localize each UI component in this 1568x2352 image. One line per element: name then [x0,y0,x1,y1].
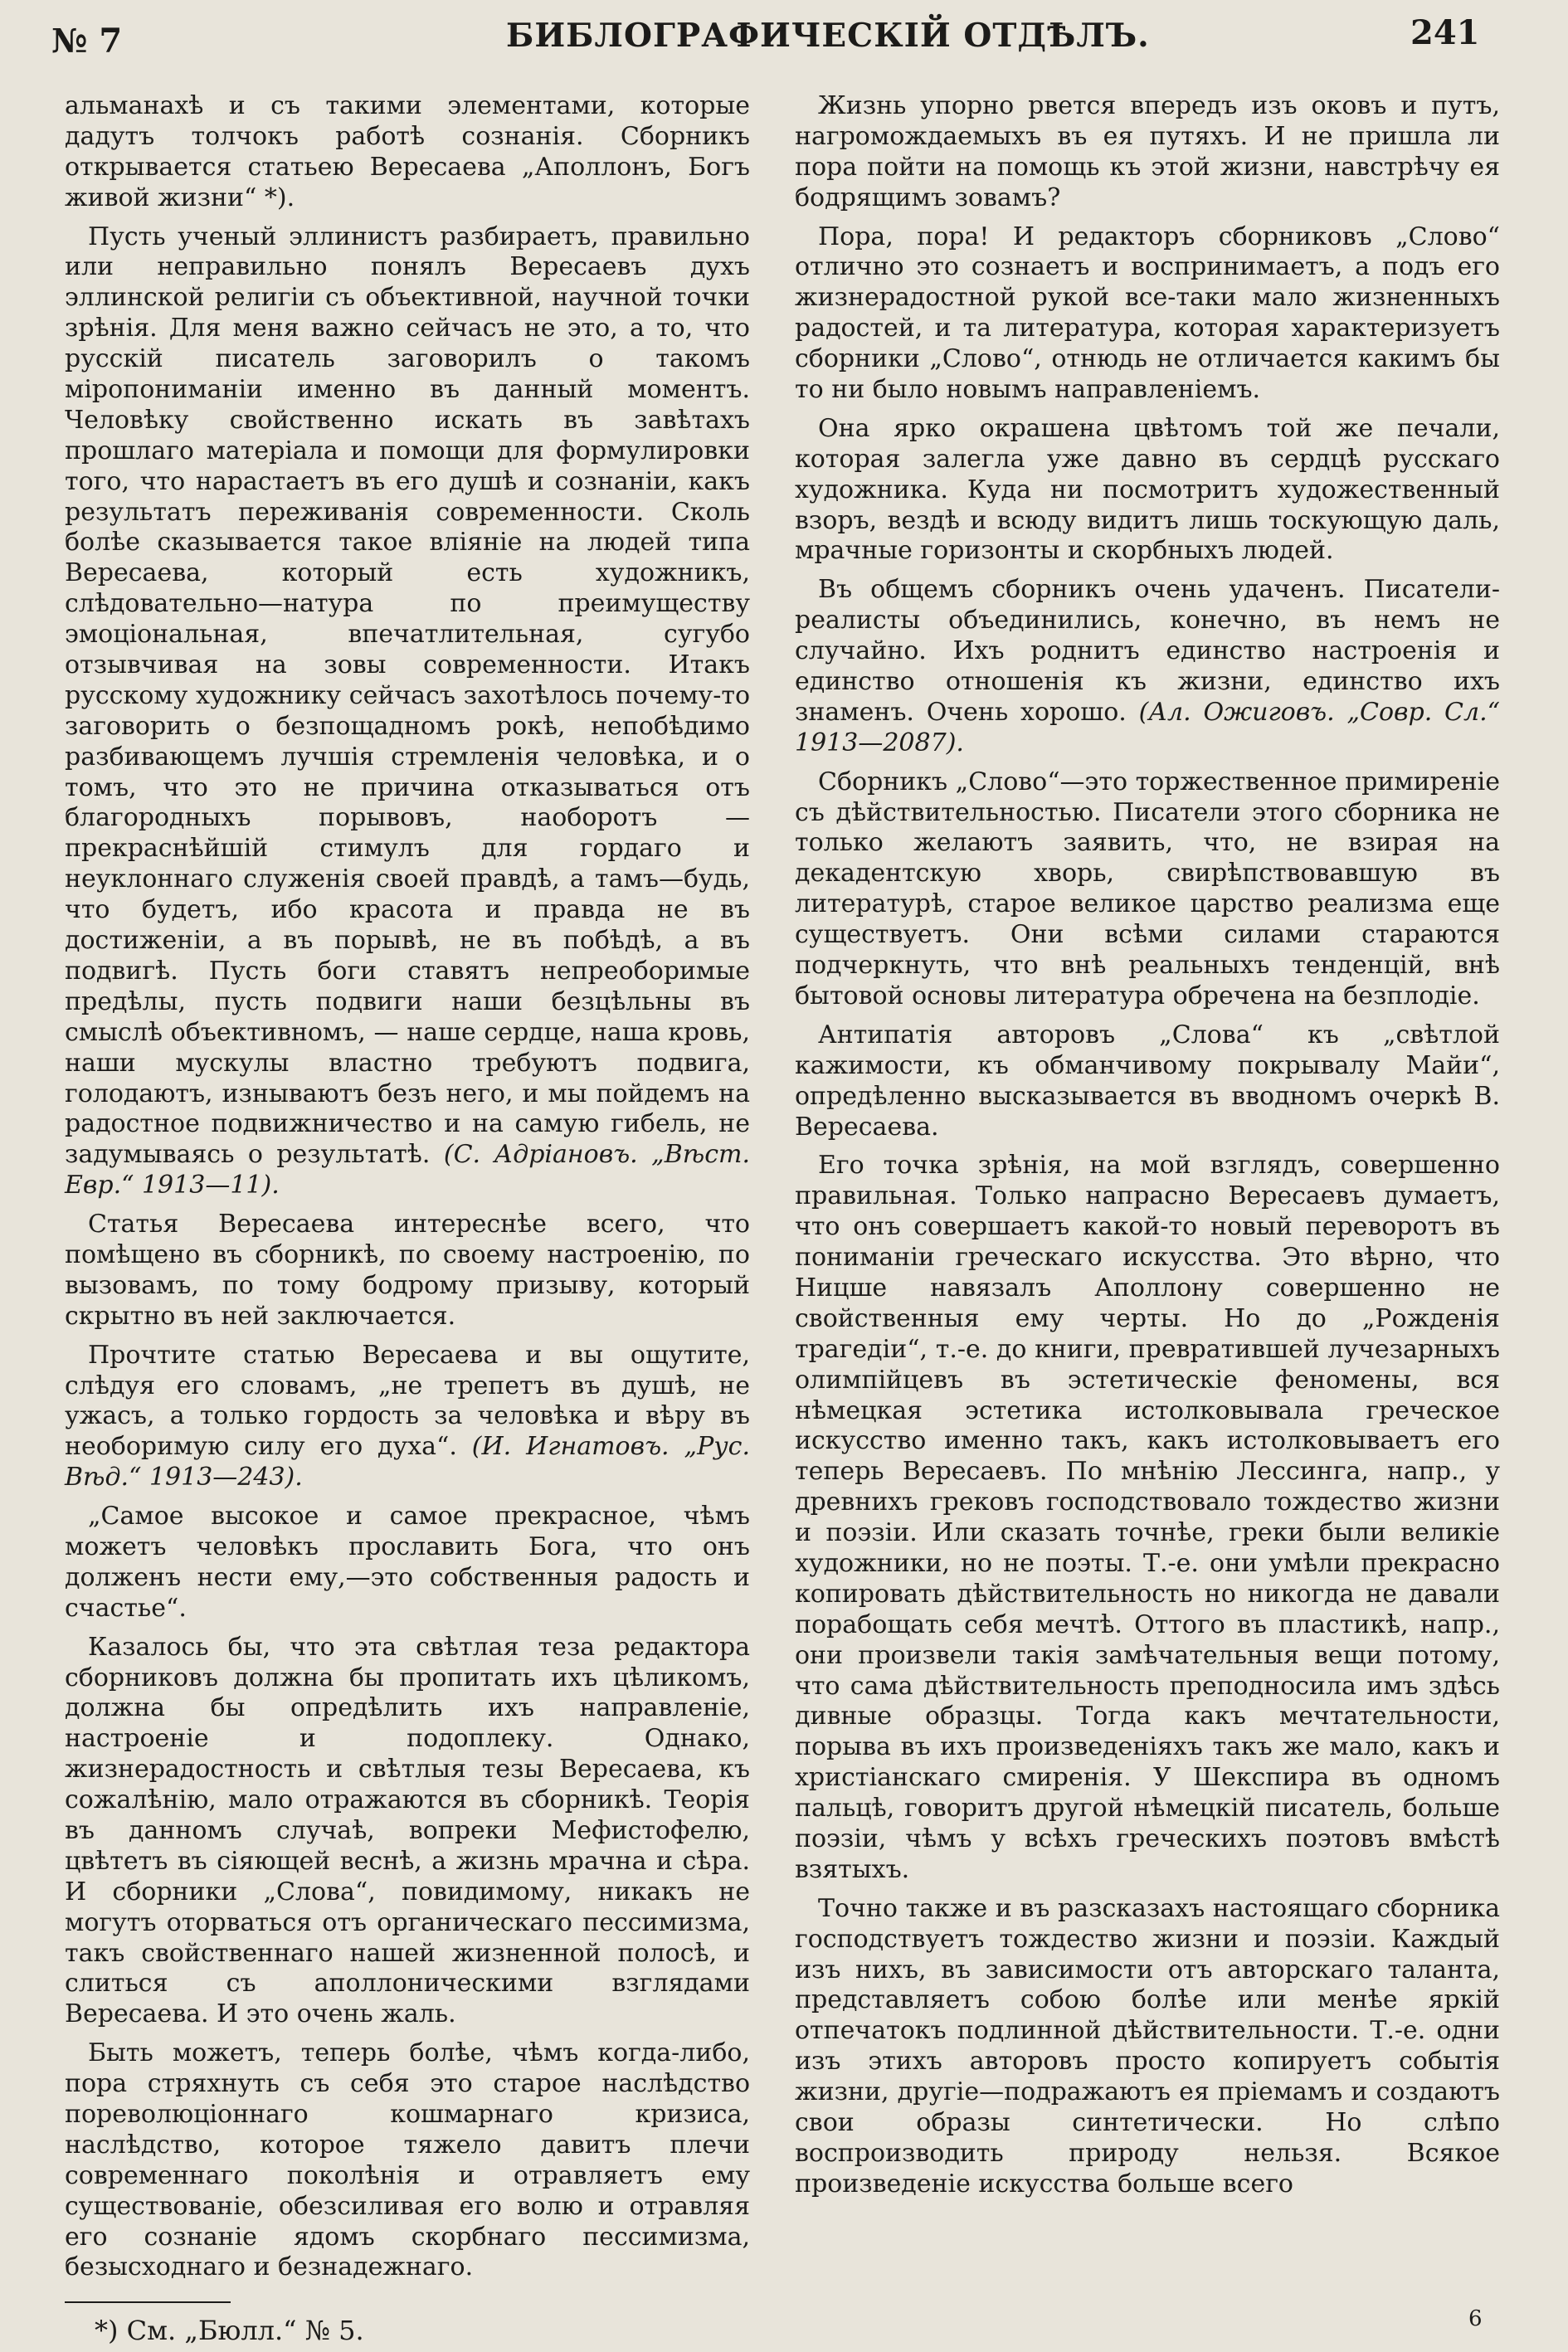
paragraph: Она ярко окрашена цвѣтомъ той же печали, которая залегла уже давно въ сердцѣ русскаго художника. Куда ни посмотритъ художественный взоръ, вездѣ и всюду видитъ лишь тоскующую даль, мрачные горизонты и скорбныхъ людей. [795,413,1500,566]
paragraph [65,1341,750,1493]
left-column [65,91,750,2348]
footnote-divider [65,2301,231,2303]
issue-number: № 7 [51,22,123,61]
citation: (И. Игнатовъ. „Рус. Вѣд.“ 1913—243). [65,1432,750,1493]
paragraph: Его точка зрѣнія, на мой взглядъ, совершенно правильная. Только напрасно Вересаевъ думаетъ, что онъ совершаетъ какой-то новый переворотъ въ пониманіи греческаго искусства. Это вѣрно, что Ницше навязалъ Аполлону совершенно не свойственныя ему черты. Но до „Рожденія трагедіи“, т.-е. до книги, превратившей лучезарныхъ олимпійцевъ въ эстетическіе феномены, вся нѣмецкая эстетика истолковывала греческое искусство именно такъ, какъ истолковываетъ его теперь Вересаевъ. По мнѣнію Лессинга, напр., у древнихъ грековъ господствовало тождество жизни и поэзіи. Или сказать точнѣе, греки были великіе художники, но не поэты. Т.-е. они умѣли прекрасно копировать дѣйствительность но никогда не давали порабощать себя мечтѣ. Оттого въ пластикѣ, напр., они произвели такія замѣчательныя вещи потому, что сама дѣйствительность преподносила имъ здѣсь дивные образцы. Тогда какъ мечтательности, порыва въ ихъ произведеніяхъ такъ же мало, какъ и христіанскаго смиренія. У Шекспира въ одномъ пальцѣ, говоритъ другой нѣмецкій писатель, больше поэзіи, чѣмъ у всѣхъ греческихъ поэтовъ вмѣстѣ взятыхъ. [795,1151,1500,1884]
paragraph [795,575,1500,758]
paragraph: Жизнь упорно рвется впередъ изъ оковъ и путъ, нагромождаемыхъ въ ея путяхъ. И не пришла ли пора пойти на помощь къ этой жизни, навстрѣчу ея бодрящимъ зовамъ? [795,91,1500,212]
paragraph-text: Пусть ученый эллинистъ разбираетъ, правильно или неправильно понялъ Вересаевъ духъ эллинской религіи съ объективной, научной точки зрѣнія. Для меня важно сейчасъ не это, а то, что русскій писатель заговорилъ о такомъ міропониманіи именно въ данный моментъ. Человѣку свойственно искать въ завѣтахъ прошлаго матеріала и помощи для формулировки того, что нарастаетъ въ его душѣ и сознаніи, какъ результатъ переживанія современности. Сколь болѣе сказывается такое вліяніе на людей типа Вересаева, который есть художникъ, слѣдовательно—натура по преимуществу эмоціональная, впечатлительная, сугубо отзывчивая на зовы современности. Итакъ русскому художнику сейчасъ захотѣлось почему-то заговорить о безпощадномъ рокѣ, непобѣдимо разбивающемъ лучшія стремленія человѣка, и о томъ, что это не причина отказываться отъ благородныхъ порывовъ, наоборотъ — прекраснѣйшій стимулъ для гордаго и неуклоннаго служенія своей правдѣ, а тамъ—будь, что будетъ, ибо красота и правда не въ достиженіи, а въ порывѣ, не въ побѣдѣ, а въ подвигѣ. Пусть боги ставятъ непреоборимые предѣлы, пусть подвиги наши безцѣльны въ смыслѣ объективномъ, — наше сердце, наша кровь, наши мускулы властно требуютъ подвига, голодаютъ, изнываютъ безъ него, и мы пойдемъ на радостное подвижничество и на самую гибель, не задумываясь о результатѣ. [65,222,750,1170]
paragraph: Сборникъ „Слово“—это торжественное примиреніе съ дѣйствительностью. Писатели этого сборника не только желаютъ заявить, что, не взирая на декадентскую хворь, свирѣпствовавшую въ литературѣ, старое великое царство реализма еще существуетъ. Они всѣми силами стараются подчеркнуть, что внѣ реальныхъ тенденцій, внѣ бытовой основы литература обречена на безплодіе. [795,767,1500,1010]
running-header [0,10,1568,60]
footnote: *) См. „Бюлл.“ № 5. [95,2315,364,2347]
page-number: 241 [1410,13,1480,52]
paragraph [65,222,750,1202]
paragraph: Казалось бы, что эта свѣтлая теза редактора сборниковъ должна бы пропитать ихъ цѣликомъ, должна бы опредѣлить ихъ направленіе, настроеніе и подоплеку. Однако, жизнерадостность и свѣтлыя тезы Вересаева, къ сожалѣнію, мало отражаются въ сборникѣ. Теорія въ данномъ случаѣ, вопреки Мефистофелю, цвѣтетъ въ сіяющей веснѣ, а жизнь мрачна и сѣра. И сборники „Слова“, повидимому, никакъ не могутъ оторваться отъ органическаго пессимизма, такъ свойственнаго нашей жизненной полосѣ, и слиться съ аполлоническими взглядами Вересаева. И это очень жаль. [65,1632,750,2029]
citation: (С. Адріановъ. „Вѣст. Евр.“ 1913—11). [65,1140,750,1200]
citation: (Ал. Ожиговъ. „Совр. Сл.“ 1913—2087). [795,697,1500,757]
paragraph: Антипатія авторовъ „Слова“ къ „свѣтлой кажимости, къ обманчивому покрывалу Майи“, опредѣленно высказывается въ вводномъ очеркѣ В. Вересаева. [795,1020,1500,1142]
paragraph: Статья Вересаева интереснѣе всего, что помѣщено въ сборникѣ, по своему настроенію, по вызовамъ, по тому бодрому призыву, который скрытно въ ней заключается. [65,1210,750,1331]
paragraph-text: Въ общемъ сборникъ очень удаченъ. Писатели-реалисты объединились, конечно, въ немъ не случайно. Ихъ роднитъ единство настроенія и единство отношенія къ жизни, единство ихъ знаменъ. Очень хорошо. [795,575,1500,727]
paragraph: Точно также и въ разсказахъ настоящаго сборника господствуетъ тождество жизни и поэзіи. Каждый изъ нихъ, въ зависимости отъ авторскаго таланта, представляетъ собою болѣе или менѣе яркій отпечатокъ подлинной дѣйствительности. Т.-е. одни изъ этихъ авторовъ просто копируетъ событія жизни, другіе—подражаютъ ея пріемамъ и создаютъ свои образы синтетически. Но слѣпо воспроизводить природу нельзя. Всякое произведеніе искусства больше всего [795,1893,1500,2199]
section-title: БИБЛОГРАФИЧЕСКІЙ ОТДѢЛЪ. [506,17,1150,55]
paragraph: альманахѣ и съ такими элементами, которые дадутъ толчокъ работѣ сознанія. Сборникъ открывается статьею Вересаева „Аполлонъ, Богъ живой жизни“ *). [65,91,750,212]
paragraph: Пора, пора! И редакторъ сборниковъ „Слово“ отлично это сознаетъ и воспринимаетъ, а подъ его жизнерадостной рукой все-таки мало жизненныхъ радостей, и та литература, которая характеризуетъ сборники „Слово“, отнюдь не отличается какимъ бы то ни было новымъ направленіемъ. [795,222,1500,405]
paragraph: Быть можетъ, теперь болѣе, чѣмъ когда-либо, пора стряхнуть съ себя это старое наслѣдство пореволюціоннаго кошмарнаго кризиса, наслѣдство, которое тяжело давитъ плечи современнаго поколѣнія и отравляетъ ему существованіе, обезсиливая его волю и отравляя его сознаніе ядомъ скорбнаго пессимизма, безысходнаго и безнадежнаго. [65,2038,750,2282]
right-column [795,91,1500,2208]
signature-mark: 6 [1468,2306,1483,2331]
paragraph-text: Прочтите статью Вересаева и вы ощутите, слѣдуя его словамъ, „не трепетъ въ душѣ, не ужасъ, а только гордость за человѣка и вѣру въ необоримую силу его духа“. [65,1340,750,1462]
paragraph: „Самое высокое и самое прекрасное, чѣмъ можетъ человѣкъ прославить Бога, что онъ долженъ нести ему,—это собственныя радость и счастье“. [65,1502,750,1623]
